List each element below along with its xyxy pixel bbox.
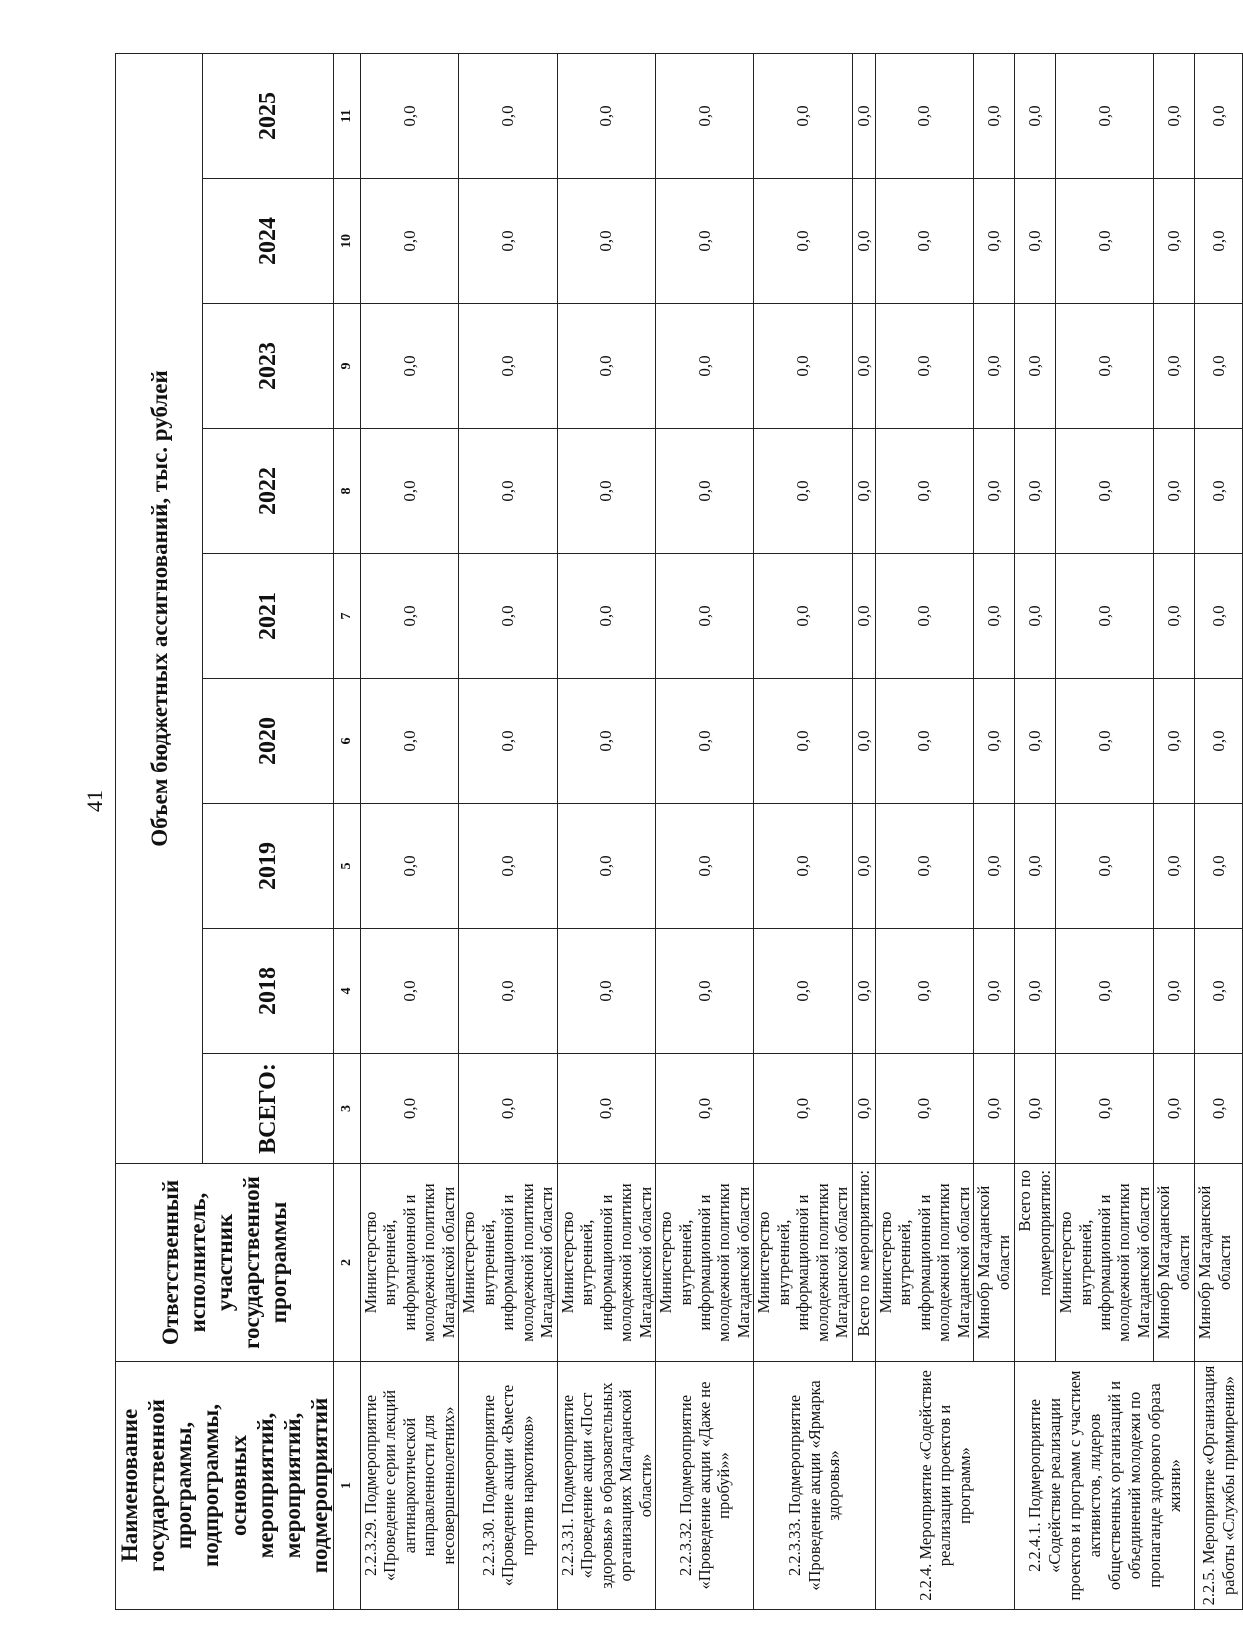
col-number: 8 — [334, 429, 361, 554]
value-cell: 0,0 — [1195, 554, 1243, 679]
value-cell: 0,0 — [875, 304, 973, 429]
row-responsible: Минобр Магаданской области — [974, 1164, 1015, 1362]
col-header-year: 2025 — [203, 53, 334, 178]
col-header-year: 2019 — [203, 804, 334, 929]
table-row — [875, 53, 973, 1609]
value-cell: 0,0 — [459, 804, 557, 929]
row-name: 2.2.3.30. Подмероприятие «Проведение акции «Вместе против наркотиков» — [459, 1362, 557, 1610]
value-cell: 0,0 — [459, 929, 557, 1054]
value-cell: 0,0 — [361, 679, 459, 804]
value-cell: 0,0 — [875, 554, 973, 679]
value-cell: 0,0 — [1056, 929, 1154, 1054]
value-cell: 0,0 — [754, 1054, 852, 1164]
value-cell: 0,0 — [557, 1054, 655, 1164]
value-cell: 0,0 — [974, 929, 1015, 1054]
page-number: 41 — [82, 790, 107, 812]
col-header-year: 2023 — [203, 304, 334, 429]
value-cell: 0,0 — [1015, 554, 1056, 679]
col-header-total: ВСЕГО: — [203, 1054, 334, 1164]
value-cell: 0,0 — [1195, 429, 1243, 554]
value-cell: 0,0 — [754, 429, 852, 554]
value-cell: 0,0 — [1195, 679, 1243, 804]
col-number: 9 — [334, 304, 361, 429]
col-header-year: 2021 — [203, 554, 334, 679]
row-responsible: Министерство внутренней, информационной и молодежной политики Магаданской области — [656, 1164, 754, 1362]
row-name: 2.2.3.33. Подмероприятие «Проведение акции «Ярмарка здоровья» — [754, 1362, 875, 1610]
value-cell: 0,0 — [852, 53, 875, 178]
value-cell: 0,0 — [852, 554, 875, 679]
row-responsible: Министерство внутренней, информационной и молодежной политики Магаданской области — [557, 1164, 655, 1362]
value-cell: 0,0 — [875, 53, 973, 178]
row-name: 2.2.3.31. Подмероприятие «Проведение акции «Пост здоровья» в образовательных организациях Магаданской области» — [557, 1362, 655, 1610]
value-cell: 0,0 — [459, 429, 557, 554]
value-cell: 0,0 — [875, 804, 973, 929]
col-number: 11 — [334, 53, 361, 178]
value-cell: 0,0 — [557, 53, 655, 178]
value-cell: 0,0 — [1015, 804, 1056, 929]
value-cell: 0,0 — [1015, 304, 1056, 429]
col-number: 10 — [334, 179, 361, 304]
value-cell: 0,0 — [875, 929, 973, 1054]
value-cell: 0,0 — [754, 304, 852, 429]
value-cell: 0,0 — [974, 679, 1015, 804]
value-cell: 0,0 — [1195, 179, 1243, 304]
value-cell: 0,0 — [656, 1054, 754, 1164]
value-cell: 0,0 — [974, 304, 1015, 429]
value-cell: 0,0 — [852, 929, 875, 1054]
value-cell: 0,0 — [656, 679, 754, 804]
row-responsible: Министерство внутренней, информационной и молодежной политики Магаданской области — [1056, 1164, 1154, 1362]
value-cell: 0,0 — [656, 179, 754, 304]
value-cell: 0,0 — [852, 679, 875, 804]
value-cell: 0,0 — [656, 429, 754, 554]
value-cell: 0,0 — [875, 1054, 973, 1164]
value-cell: 0,0 — [852, 304, 875, 429]
measure-total-label: Всего по мероприятию: — [852, 1164, 875, 1362]
value-cell: 0,0 — [1154, 304, 1195, 429]
table-row — [459, 53, 557, 1609]
value-cell: 0,0 — [459, 679, 557, 804]
value-cell: 0,0 — [1056, 179, 1154, 304]
col-header-year: 2024 — [203, 179, 334, 304]
table-row — [361, 53, 459, 1609]
value-cell: 0,0 — [1154, 679, 1195, 804]
value-cell: 0,0 — [656, 554, 754, 679]
row-responsible: Министерство внутренней, информационной и молодежной политики Магаданской области — [754, 1164, 852, 1362]
value-cell: 0,0 — [361, 804, 459, 929]
value-cell: 0,0 — [754, 179, 852, 304]
value-cell: 0,0 — [1195, 804, 1243, 929]
col-header-volume: Объем бюджетных ассигнований, тыс. рублей — [116, 53, 203, 1163]
col-header-year: 2018 — [203, 929, 334, 1054]
value-cell: 0,0 — [852, 1054, 875, 1164]
value-cell: 0,0 — [459, 179, 557, 304]
value-cell: 0,0 — [557, 179, 655, 304]
value-cell: 0,0 — [1056, 1054, 1154, 1164]
col-number: 1 — [334, 1362, 361, 1610]
row-responsible: Минобр Магаданской области — [1154, 1164, 1195, 1362]
sub-measure-total-label: Всего по подмероприятию: — [1015, 1164, 1056, 1362]
value-cell: 0,0 — [557, 929, 655, 1054]
col-number: 5 — [334, 804, 361, 929]
value-cell: 0,0 — [852, 179, 875, 304]
value-cell: 0,0 — [361, 53, 459, 178]
value-cell: 0,0 — [1195, 1054, 1243, 1164]
value-cell: 0,0 — [361, 304, 459, 429]
budget-table — [115, 53, 1243, 1610]
value-cell: 0,0 — [754, 804, 852, 929]
sub-measure-name: 2.2.4.1. Подмероприятие «Содействие реализации проектов и программ с участием активистов, лидеров общественных организаций и объединений молодежи по пропаганде здорового образа жизни» — [1015, 1362, 1195, 1610]
row-responsible: Министерство внутренней, информационной и молодежной политики Магаданской области — [459, 1164, 557, 1362]
value-cell: 0,0 — [875, 679, 973, 804]
value-cell: 0,0 — [361, 929, 459, 1054]
value-cell: 0,0 — [1154, 804, 1195, 929]
col-number: 3 — [334, 1054, 361, 1164]
value-cell: 0,0 — [1056, 804, 1154, 929]
value-cell: 0,0 — [1154, 929, 1195, 1054]
col-number: 7 — [334, 554, 361, 679]
col-number: 6 — [334, 679, 361, 804]
value-cell: 0,0 — [361, 179, 459, 304]
row-responsible: Министерство внутренней, информационной и молодежной политики Магаданской области — [361, 1164, 459, 1362]
value-cell: 0,0 — [1154, 53, 1195, 178]
value-cell: 0,0 — [974, 554, 1015, 679]
table-row-total — [1015, 53, 1056, 1609]
value-cell: 0,0 — [361, 1054, 459, 1164]
value-cell: 0,0 — [459, 53, 557, 178]
value-cell: 0,0 — [1015, 53, 1056, 178]
col-header-name: Наименование государственной программы, подпрограммы, основных мероприятий, мероприятий, подмероприятий — [116, 1362, 334, 1610]
value-cell: 0,0 — [754, 929, 852, 1054]
value-cell: 0,0 — [754, 679, 852, 804]
value-cell: 0,0 — [656, 929, 754, 1054]
value-cell: 0,0 — [1015, 429, 1056, 554]
value-cell: 0,0 — [1056, 554, 1154, 679]
value-cell: 0,0 — [1015, 679, 1056, 804]
value-cell: 0,0 — [459, 1054, 557, 1164]
row-name: 2.2.3.29. Подмероприятие «Проведение серии лекций антинаркотической направленности для несовершеннолетних» — [361, 1362, 459, 1610]
value-cell: 0,0 — [557, 429, 655, 554]
value-cell: 0,0 — [974, 53, 1015, 178]
col-number: 2 — [334, 1164, 361, 1362]
value-cell: 0,0 — [875, 179, 973, 304]
value-cell: 0,0 — [1056, 53, 1154, 178]
table-row — [1195, 53, 1243, 1609]
value-cell: 0,0 — [656, 53, 754, 178]
col-header-year: 2022 — [203, 429, 334, 554]
value-cell: 0,0 — [1056, 679, 1154, 804]
value-cell: 0,0 — [754, 554, 852, 679]
value-cell: 0,0 — [1154, 554, 1195, 679]
table-row — [754, 53, 852, 1609]
value-cell: 0,0 — [656, 304, 754, 429]
value-cell: 0,0 — [974, 804, 1015, 929]
value-cell: 0,0 — [974, 1054, 1015, 1164]
value-cell: 0,0 — [1154, 179, 1195, 304]
rotated-page-content — [115, 54, 1238, 1610]
value-cell: 0,0 — [852, 804, 875, 929]
value-cell: 0,0 — [557, 679, 655, 804]
col-header-responsible: Ответственный исполнитель, участник государственной программы — [116, 1164, 334, 1362]
row-responsible: Министерство внутренней, информационной и молодежной политики Магаданской области — [875, 1164, 973, 1362]
value-cell: 0,0 — [974, 429, 1015, 554]
value-cell: 0,0 — [459, 304, 557, 429]
value-cell: 0,0 — [557, 554, 655, 679]
value-cell: 0,0 — [1195, 929, 1243, 1054]
value-cell: 0,0 — [1195, 53, 1243, 178]
value-cell: 0,0 — [852, 429, 875, 554]
value-cell: 0,0 — [1015, 929, 1056, 1054]
value-cell: 0,0 — [1056, 429, 1154, 554]
col-number: 4 — [334, 929, 361, 1054]
value-cell: 0,0 — [459, 554, 557, 679]
value-cell: 0,0 — [1195, 304, 1243, 429]
value-cell: 0,0 — [974, 179, 1015, 304]
row-name: 2.2.3.32. Подмероприятие «Проведение акции «Даже не пробуй»» — [656, 1362, 754, 1610]
table-row — [557, 53, 655, 1609]
value-cell: 0,0 — [1015, 1054, 1056, 1164]
table-row — [656, 53, 754, 1609]
measure-name: 2.2.4. Мероприятие «Содействие реализации проектов и программ» — [875, 1362, 1014, 1610]
value-cell: 0,0 — [754, 53, 852, 178]
value-cell: 0,0 — [875, 429, 973, 554]
row-responsible: Минобр Магаданской области — [1195, 1164, 1243, 1362]
value-cell: 0,0 — [1154, 1054, 1195, 1164]
col-header-year: 2020 — [203, 679, 334, 804]
value-cell: 0,0 — [557, 304, 655, 429]
value-cell: 0,0 — [361, 429, 459, 554]
measure-name: 2.2.5. Мероприятие «Организация работы «Службы примирения» — [1195, 1362, 1243, 1610]
value-cell: 0,0 — [1015, 179, 1056, 304]
value-cell: 0,0 — [656, 804, 754, 929]
value-cell: 0,0 — [557, 804, 655, 929]
value-cell: 0,0 — [1154, 429, 1195, 554]
value-cell: 0,0 — [1056, 304, 1154, 429]
value-cell: 0,0 — [361, 554, 459, 679]
